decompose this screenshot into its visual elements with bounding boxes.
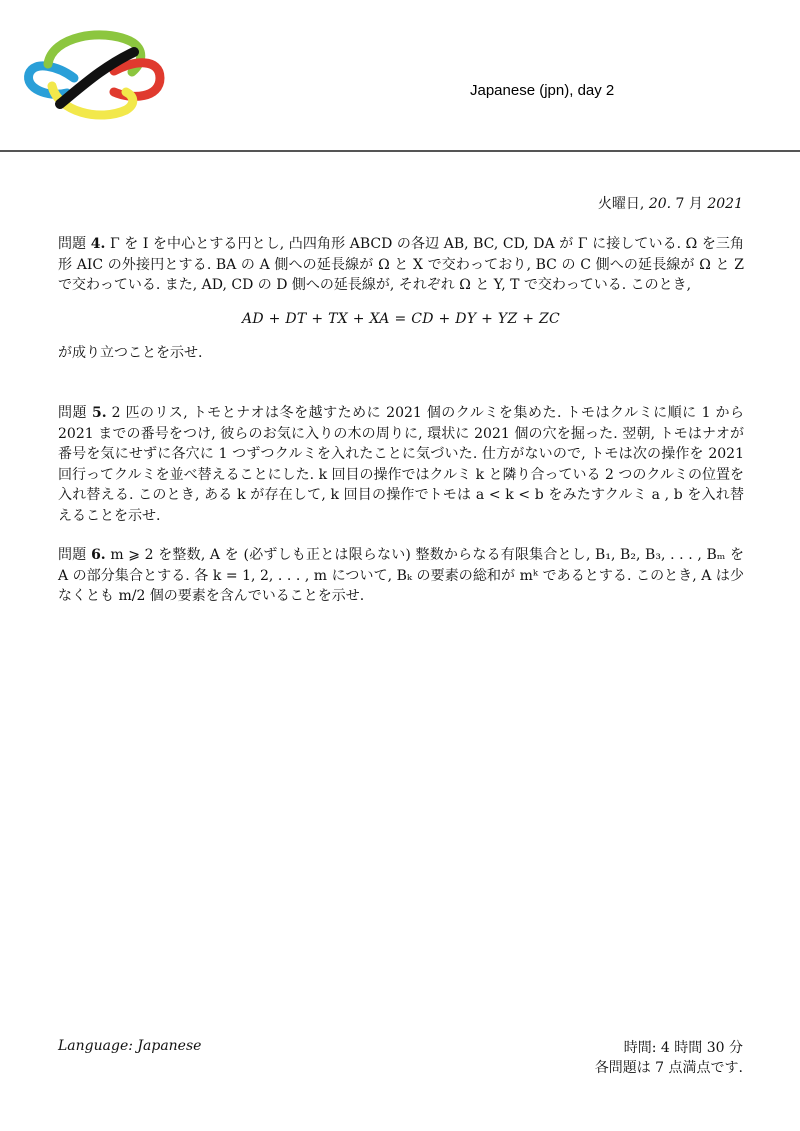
problem-text: m ⩾ 2 を整数, A を (必ずしも正とは限らない) 整数からなる有限集合とし, B₁, B₂, B₃, . . . , Bₘ を A の部分集合とする. 各 k = 1, 2, . . . , m について, Bₖ の要素の総和が mᵏ であるとする. このとき, A は少なくとも m/2 個の要素を含んでいることを示せ.: [58, 547, 744, 605]
problem-number: 6.: [91, 547, 106, 563]
problem-6: [58, 545, 744, 607]
problem-text: 2 匹のリス, トモとナオは冬を越すために 2021 個のクルミを集めた. トモはクルミに順に 1 から 2021 までの番号をつけ, 彼らのお気に入りの木の周りに, 環状に 2021 個の穴を掘った. 翌朝, トモはナオが番号を気にせずに各穴に 1 つずつクルミを入れたことに気づいた. 仕方がないので, トモは次の操作を 2021 回行ってクルミを並べ替えることにした. k 回目の操作ではクルミ k と隣り合っている 2 つのクルミの位置を入れ替える. このとき, ある k が存在して, k 回目の操作でトモは a < k < b をみたすクルミ a , b を入れ替えることを示せ.: [58, 405, 745, 524]
header-divider: [0, 150, 800, 152]
date-day: 20.: [648, 196, 672, 212]
footer-language: Language: Japanese: [58, 1038, 202, 1054]
problem-number: 4.: [90, 236, 106, 252]
date-weekday: 火曜日,: [597, 196, 645, 212]
problem-5: [58, 403, 744, 527]
problem-label: 問題: [58, 405, 88, 421]
problem-conclusion: が成り立つことを示せ.: [58, 345, 203, 362]
date-month: 7 月: [675, 196, 703, 212]
problem-text: Γ を I を中心とする円とし, 凸四角形 ABCD の各辺 AB, BC, CD, DA が Γ に接している. Ω を三角形 AIC の外接円とする. BA の A 側への延長線が Ω と X で交わっており, BC の C 側への延長線が Ω と Z で交わっている. また, AD, CD の D 側への延長線が, それぞれ Ω と Y, T で交わっている. このとき,: [58, 236, 745, 294]
footer-time: 時間: 4 時間 30 分: [623, 1040, 743, 1056]
footer-points: 各問題は 7 点満点です.: [594, 1060, 743, 1076]
date-year: 2021: [707, 196, 743, 212]
imo-logo: [22, 26, 166, 124]
problem-4: [58, 234, 744, 364]
problem-number: 5.: [92, 405, 107, 421]
problem-equation: AD + DT + TX + XA = CD + DY + YZ + ZC: [241, 310, 561, 327]
problem-label: 問題: [58, 236, 87, 252]
header-language-day: Japanese (jpn), day 2: [470, 82, 615, 99]
problem-label: 問題: [58, 547, 87, 563]
exam-date: [598, 193, 743, 213]
footer-info: [595, 1038, 743, 1078]
